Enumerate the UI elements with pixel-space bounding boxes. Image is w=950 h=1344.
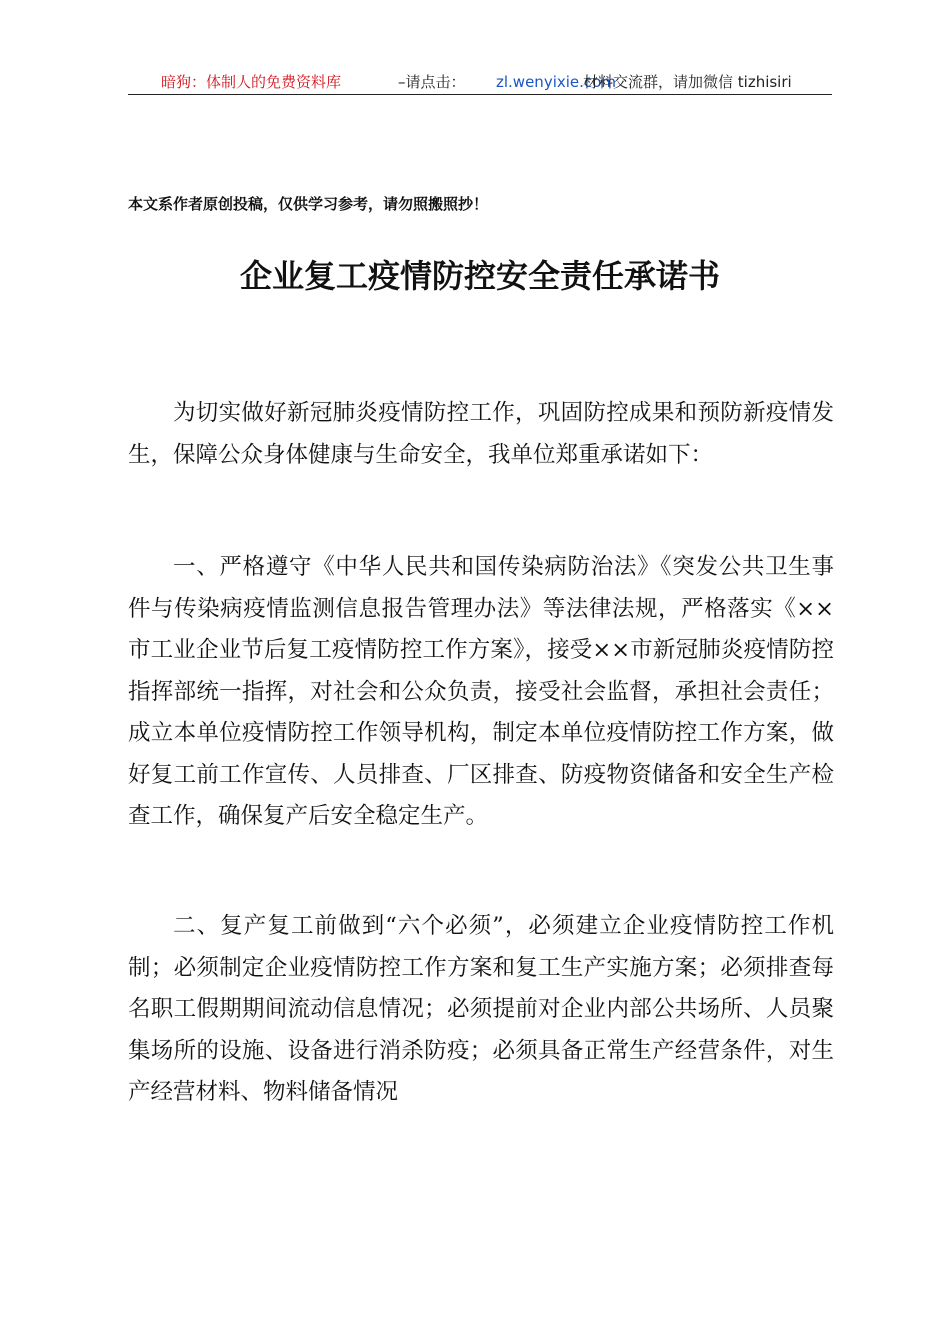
header-prompt: –请点击：: [398, 73, 466, 91]
header-link[interactable]: zl.wenyixie.com: [496, 73, 616, 91]
document-title: 企业复工疫情防控安全责任承诺书: [239, 257, 720, 295]
paragraph-one: 一、严格遵守《中华人民共和国传染病防治法》《突发公共卫生事件与传染病疫情监测信息报告管理办法》等法律法规，严格落实《××市工业企业节后复工疫情防控工作方案》，接受××市新冠肺炎疫情防控指挥部统一指挥，对社会和公众负责，接受社会监督，承担社会责任；成立本单位疫情防控工作领导机构，制定本单位疫情防控工作方案，做好复工前工作宣传、人员排查、厂区排查、防疫物资储备和安全生产检查工作，确保复产后安全稳定生产。: [128, 554, 834, 829]
copyright-notice: 本文系作者原创投稿，仅供学习参考，请勿照搬照抄！: [128, 195, 489, 213]
paragraph-intro: 为切实做好新冠肺炎疫情防控工作，巩固防控成果和预防新疫情发生，保障公众身体健康与生命安全，我单位郑重承诺如下：: [128, 400, 834, 468]
header-contact: 材料交流群，请加微信 tizhisiri: [583, 73, 792, 91]
page-header: [128, 70, 832, 95]
paragraph-two: 二、复产复工前做到“六个必须”，必须建立企业疫情防控工作机制；必须制定企业疫情防控工作方案和复工生产实施方案；必须排查每名职工假期期间流动信息情况；必须提前对企业内部公共场所、人员聚集场所的设施、设备进行消杀防疫；必须具备正常生产经营条件，对生产经营材料、物料储备情况: [128, 913, 834, 1105]
header-brand: 暗狗：体制人的免费资料库: [161, 73, 342, 91]
